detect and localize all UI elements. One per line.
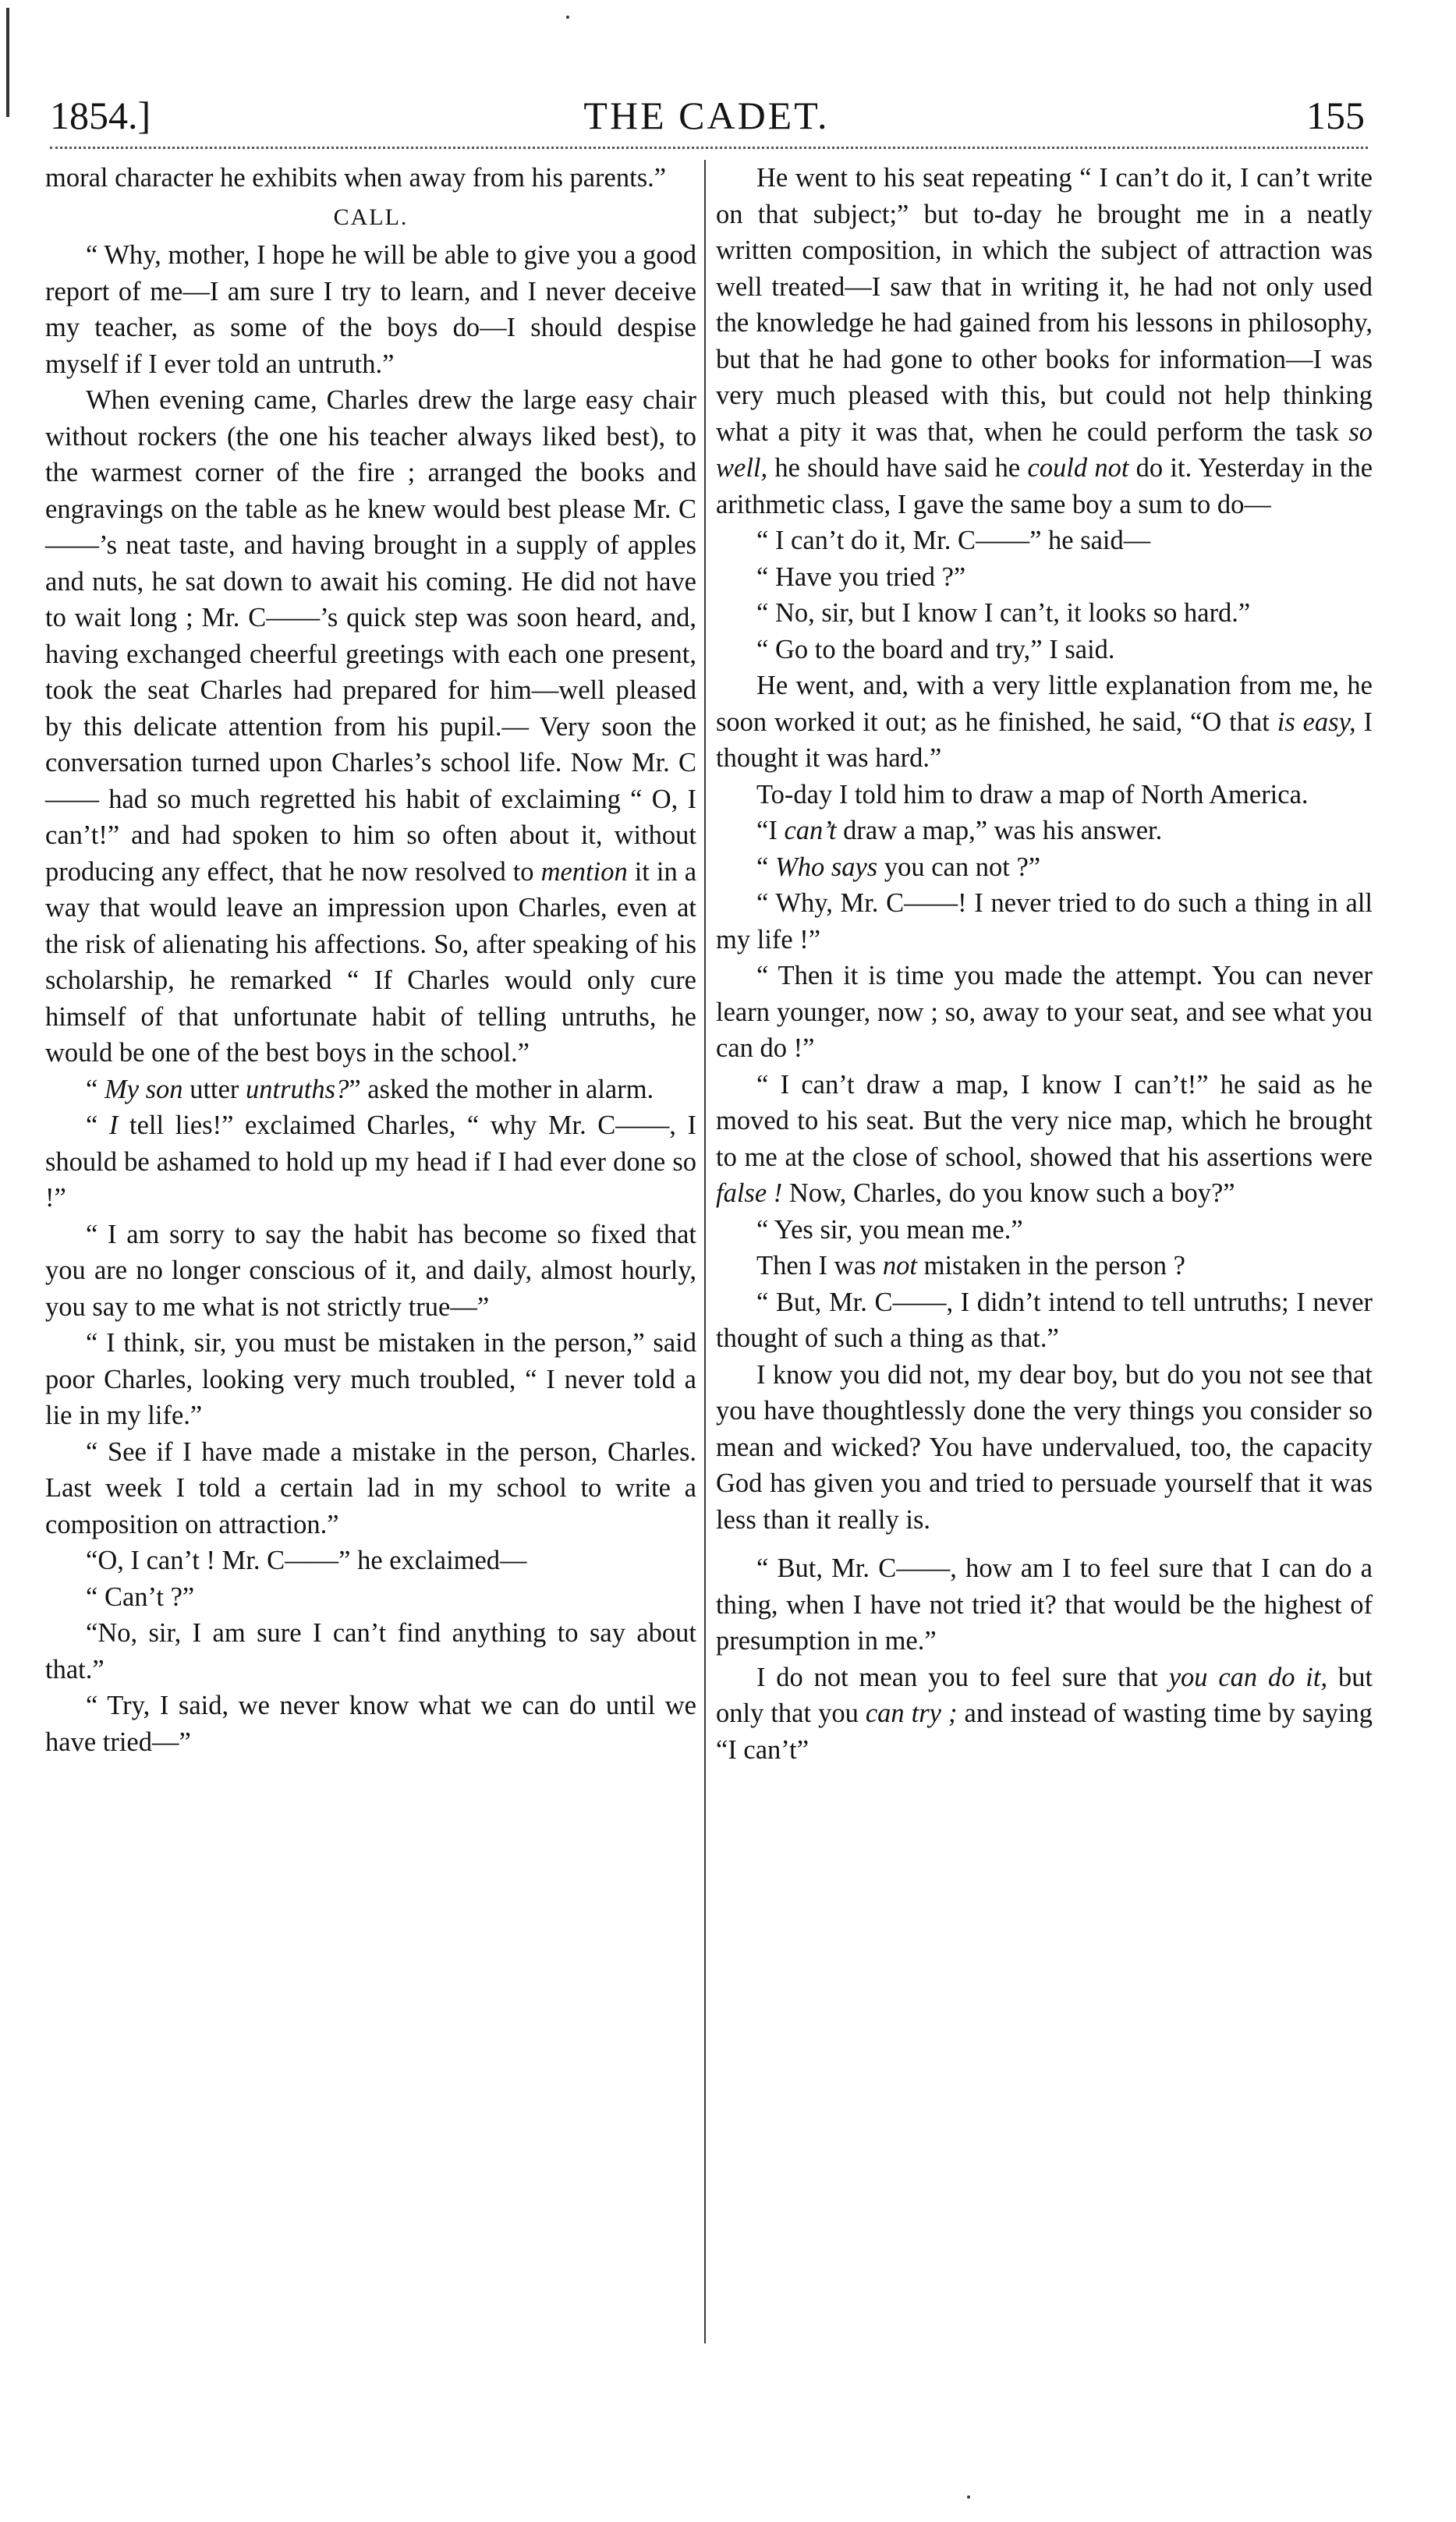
paragraph-text: I thought it was hard.” [716,707,1373,773]
paragraph: “No, sir, I am sure I can’t find anything to say about that.” [45,1618,696,1684]
quote-mark: “ [86,1074,98,1104]
paragraph-text: it in a way that would leave an impression upon Charles, even at the risk of alienating his affections. So, after speaking of his scholarship, he remarked “ If Charles would only cure himself of that unfortunate habit of telling untruths, he would be one of the best boys in the school.” [45,856,697,1068]
paragraph: “ Why, Mr. C——! I never tried to do such a thing in all my life !” [716,888,1373,955]
emphasis: can’t [784,816,837,845]
paragraph: “ Go to the board and try,” I said. [756,634,1115,664]
emphasis: My son [104,1074,183,1104]
header-year: 1854.] [50,94,151,137]
paragraph: “O, I can’t ! Mr. C——” he exclaimed— [86,1546,527,1575]
paragraph [716,1659,1373,1769]
paragraph [716,813,1373,849]
paragraph: “ Then it is time you made the attempt. You can never learn younger, now ; so, away to your seat, and see what you can do !” [716,961,1373,1063]
paragraph-text: draw a map,” was his answer. [843,816,1163,845]
paragraph [45,382,696,1071]
paragraph: “ Have you tried ?” [756,561,966,592]
column-divider [704,160,706,2343]
paragraph: “ Can’t ?” [86,1582,195,1612]
emphasis: could not [1027,453,1129,483]
left-column [45,160,696,2382]
paragraph-text: utter [190,1074,239,1104]
header-rule [50,147,1368,149]
paragraph: “ Why, mother, I hope he will be able to give you a good report of me—I am sure I try to learn, and I never deceive my teacher, as some of the boys do—I should despise myself if I ever told an untruth.” [45,240,696,379]
emphasis: so well, [716,416,1373,483]
paragraph-text: and instead of wasting time by saying “I can’t” [716,1698,1373,1765]
emphasis: mention [540,856,628,887]
running-header [44,84,1369,147]
paragraph-text: He went, and, with a very little explanation from me, he soon worked it out; as he finished, he said, “O that [716,671,1373,737]
emphasis: false ! [716,1178,783,1208]
paragraph-text: “I [756,816,778,845]
emphasis: I [108,1110,119,1140]
paragraph-text: do it. Yesterday in the arithmetic class, I gave the same boy a sum to do— [716,453,1373,519]
quote-mark: “ [86,1110,98,1140]
paragraph: moral character he exhibits when away from his parents.” [45,163,667,193]
paragraph-text: mistaken in the person ? [923,1251,1185,1280]
paragraph-text: but only that you [716,1662,1373,1728]
emphasis: not [882,1251,917,1280]
page-edge-mark [6,8,9,117]
paragraph-text: ” asked the mother in alarm. [349,1074,654,1104]
paragraph-text: “ I can’t draw a map, I know I can’t!” he said as he moved to his seat. But the very nice map, which he brought to me at the close of school, showed that his assertions were [716,1069,1373,1172]
emphasis: is easy, [1277,707,1356,737]
quote-mark: “ [756,852,769,882]
paragraph-text: He went to his seat repeating “ I can’t do it, I can’t write on that subject;” but to-day he brought me in a neatly written composition, in which the subject of attraction was well treated—I saw that in writing it, he had not only used the knowledge he had gained from his lessons in philosophy, but that he had gone to other books for information—I was very much pleased with this, but could not help thinking what a pity it was that, when he could perform the task [716,163,1373,447]
paragraph-text: Now, Charles, do you know such a boy?” [788,1178,1235,1208]
page-number: 155 [1306,94,1365,137]
paragraph: “ I am sorry to say the habit has become so fixed that you are no longer conscious of it, and daily, almost hourly, you say to me what is not strictly true—” [45,1219,696,1322]
paragraph: “ But, Mr. C——, I didn’t intend to tell untruths; I never thought of such a thing as that.” [716,1287,1373,1353]
speaker-heading: CALL. [333,204,409,230]
emphasis: Who says [774,852,878,882]
paragraph: “ I can’t do it, Mr. C——” he said— [756,526,1151,555]
paragraph: “ No, sir, but I know I can’t, it looks so hard.” [756,598,1251,628]
paragraph: “ See if I have made a mistake in the person, Charles. Last week I told a certain lad in my school to write a composition on attraction.” [45,1436,696,1539]
paragraph-text: he should have said he [774,453,1021,483]
paragraph-text: tell lies!” exclaimed Charles, “ why Mr. C——, I should be ashamed to hold up my head if I had ever done so !” [45,1110,697,1213]
paragraph: “ Try, I said, we never know what we can do until we have tried—” [45,1691,696,1757]
paragraph [45,1071,696,1108]
paragraph: To-day I told him to draw a map of North America. [756,779,1309,809]
print-speck [967,2495,970,2499]
paragraph: “ I think, sir, you must be mistaken in the person,” said poor Charles, looking very much troubled, “ I never told a lie in my life.” [45,1328,696,1430]
paragraph-text: When evening came, Charles drew the large easy chair without rockers (the one his teacher always liked best), to the warmest corner of the fire ; arranged the books and engravings on the table as he knew would best please Mr. C——’s neat taste, and having brought in a supply of apples and nuts, he sat down to await his coming. He did not have to wait long ; Mr. C——’s quick step was soon heard, and, having exchanged cheerful greetings with each one present, took the seat Charles had prepared for him—well pleased by this delicate attention from his pupil.— Very soon the conversation turned upon Charles’s school life. Now Mr. C—— had so much regretted his habit of exclaiming “ O, I can’t!” and had spoken to him so often about it, without producing any effect, that he now resolved to [45,385,696,887]
paragraph: “ But, Mr. C——, how am I to feel sure that I can do a thing, when I have not tried it? that would be the highest of presumption in me.” [716,1553,1373,1656]
paragraph [716,1067,1373,1212]
paragraph: I know you did not, my dear boy, but do you not see that you have thoughtlessly done the very things you consider so mean and wicked? You have undervalued, too, the capacity God has given you and tried to persuade yourself that it was less than it really is. [716,1359,1373,1535]
paragraph [716,668,1373,777]
header-title: THE CADET. [583,94,830,137]
paragraph [45,1107,696,1217]
paragraph-text: I do not mean you to feel sure that [756,1662,1158,1692]
paragraph: “ Yes sir, you mean me.” [756,1214,1023,1245]
paragraph-text: Then I was [756,1251,877,1280]
print-speck [566,16,569,19]
emphasis: untruths? [246,1074,349,1104]
paragraph-text: you can not ?” [884,852,1041,882]
right-column [716,160,1373,2382]
paragraph [716,1248,1373,1284]
emphasis: you can do it, [1168,1662,1328,1692]
paragraph [716,849,1373,886]
paragraph [716,160,1373,522]
emphasis: can try ; [865,1698,958,1728]
